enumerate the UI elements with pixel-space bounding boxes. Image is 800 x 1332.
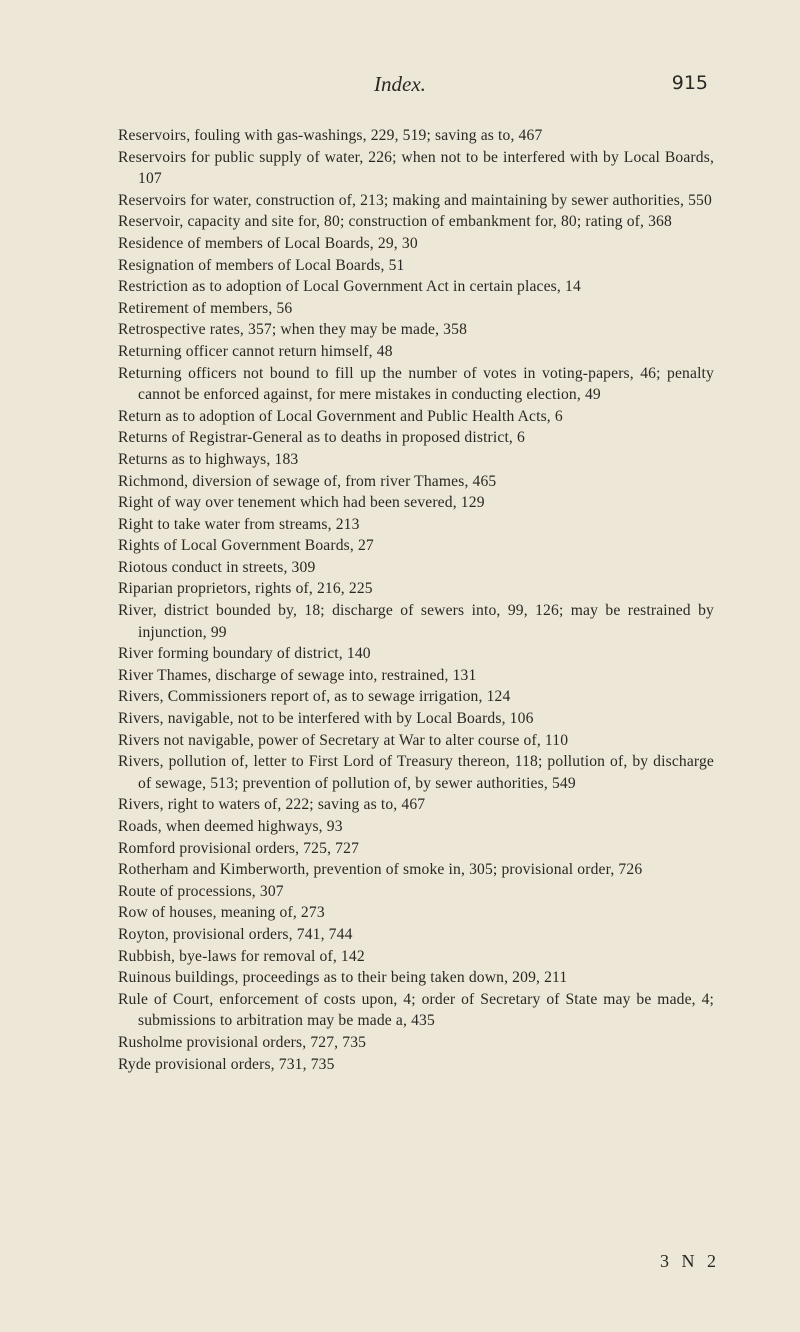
index-entry: Route of processions, 307 bbox=[118, 882, 284, 900]
index-entry: Return as to adoption of Local Government and Public Health Acts, 6 bbox=[118, 407, 563, 425]
index-entry: Riotous conduct in streets, 309 bbox=[118, 558, 316, 576]
printer-signature-mark: 3 N 2 bbox=[660, 1251, 720, 1271]
index-entry: Royton, provisional orders, 741, 744 bbox=[118, 925, 353, 943]
index-entry: Returns as to highways, 183 bbox=[118, 450, 299, 468]
index-entry: Rivers, navigable, not to be interfered with by Local Boards, 106 bbox=[118, 710, 534, 728]
index-entries bbox=[118, 125, 714, 1075]
running-head bbox=[0, 72, 800, 102]
index-entry: Ryde provisional orders, 731, 735 bbox=[118, 1055, 335, 1073]
index-entry: Retirement of members, 56 bbox=[118, 299, 293, 317]
index-entry: Romford provisional orders, 725, 727 bbox=[118, 839, 360, 857]
index-entry: Right to take water from streams, 213 bbox=[118, 515, 360, 533]
index-entry: River Thames, discharge of sewage into, restrained, 131 bbox=[118, 666, 477, 684]
index-entry: Rivers, Commissioners report of, as to sewage irrigation, 124 bbox=[118, 688, 511, 706]
index-entry: Rivers, pollution of, letter to First Lord of Treasury thereon, 118; pollution of, by discharge of sewage, 513; prevention of pollution of, by sewer authorities, 549 bbox=[118, 753, 714, 792]
index-entry: Residence of members of Local Boards, 29, 30 bbox=[118, 234, 418, 252]
index-entry: Reservoir, capacity and site for, 80; construction of embankment for, 80; rating of, 368 bbox=[118, 213, 672, 231]
index-entry: Restriction as to adoption of Local Government Act in certain places, 14 bbox=[118, 278, 581, 296]
page-number: 915 bbox=[671, 72, 708, 94]
index-entry: Rivers not navigable, power of Secretary at War to alter course of, 110 bbox=[118, 731, 569, 749]
index-entry: Roads, when deemed highways, 93 bbox=[118, 818, 343, 835]
index-entry: Returns of Registrar-General as to deaths in proposed district, 6 bbox=[118, 429, 525, 447]
index-entry: River forming boundary of district, 140 bbox=[118, 645, 371, 663]
index-entry: Right of way over tenement which had been severed, 129 bbox=[118, 494, 485, 512]
index-entry: Resignation of members of Local Boards, 51 bbox=[118, 256, 405, 274]
index-entry: Riparian proprietors, rights of, 216, 225 bbox=[118, 580, 373, 598]
index-entry: Rule of Court, enforcement of costs upon, 4; order of Secretary of State may be made, 4; submissions to arbitration may be made a, 435 bbox=[118, 990, 714, 1030]
index-entry: Ruinous buildings, proceedings as to their being taken down, 209, 211 bbox=[118, 969, 568, 987]
index-entry: Rusholme provisional orders, 727, 735 bbox=[118, 1033, 367, 1051]
index-entry: Reservoirs, fouling with gas-washings, 229, 519; saving as to, 467 bbox=[118, 127, 543, 144]
index-entry: Rubbish, bye-laws for removal of, 142 bbox=[118, 947, 365, 965]
index-entry: Reservoirs for public supply of water, 226; when not to be interfered with by Local Boards, 107 bbox=[118, 148, 714, 188]
index-entry: River, district bounded by, 18; discharge of sewers into, 99, 126; may be restrained by injunction, 99 bbox=[118, 602, 714, 641]
index-entry: Returning officer cannot return himself, 48 bbox=[118, 342, 393, 360]
index-entry: Retrospective rates, 357; when they may be made, 358 bbox=[118, 321, 468, 339]
index-entry: Reservoirs for water, construction of, 213; making and maintaining by sewer authorities, 550 bbox=[118, 191, 712, 209]
index-entry: Returning officers not bound to fill up the number of votes in voting-papers, 46; penalty cannot be enforced against, for mere mistakes in conducting election, 49 bbox=[118, 364, 714, 404]
index-entry: Row of houses, meaning of, 273 bbox=[118, 904, 325, 922]
index-entry: Rights of Local Government Boards, 27 bbox=[118, 537, 374, 555]
index-entry: Rivers, right to waters of, 222; saving as to, 467 bbox=[118, 796, 426, 814]
page-title: Index. bbox=[374, 72, 426, 96]
index-entry: Rotherham and Kimberworth, prevention of smoke in, 305; provisional order, 726 bbox=[118, 861, 643, 879]
index-entry: Richmond, diversion of sewage of, from river Thames, 465 bbox=[118, 472, 497, 490]
